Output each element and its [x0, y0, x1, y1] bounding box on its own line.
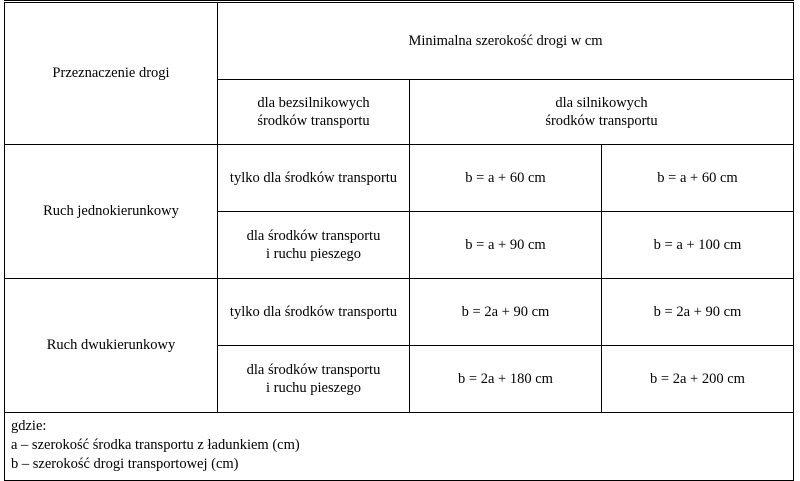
- table-row: [5, 145, 794, 212]
- notes-line-3: b – szerokość drogi transportowej (cm): [11, 456, 239, 473]
- header-non-motor-line1: dla bezsilnikowych: [257, 94, 370, 111]
- top-border-rule: [4, 0, 794, 1]
- row-kind-line1: tylko dla środków transportu: [229, 169, 398, 186]
- row-value-motor: b = a + 100 cm: [602, 212, 794, 279]
- header-min-width: Minimalna szerokość drogi w cm: [218, 3, 794, 80]
- row-kind-line2: i ruchu pieszego: [265, 246, 362, 262]
- row-value-non-motor: b = a + 90 cm: [410, 212, 602, 279]
- table-header-row-1: [5, 3, 794, 80]
- road-width-table: [4, 2, 794, 413]
- row-purpose-oneway: Ruch jednokierunkowy: [5, 145, 218, 279]
- table-notes: [4, 413, 794, 481]
- row-value-motor: b = a + 60 cm: [602, 145, 794, 212]
- row-kind-line1: tylko dla środków transportu: [229, 303, 398, 320]
- notes-line-1: gdzie:: [11, 418, 47, 434]
- header-non-motor-line2: środków transportu: [257, 113, 370, 129]
- row-value-non-motor: b = 2a + 180 cm: [410, 346, 602, 413]
- header-purpose: Przeznaczenie drogi: [5, 3, 218, 145]
- row-value-motor: b = 2a + 90 cm: [602, 279, 794, 346]
- row-kind-line1: dla środków transportu: [246, 361, 381, 378]
- header-motor-line2: środków transportu: [545, 113, 658, 129]
- row-value-non-motor: b = 2a + 90 cm: [410, 279, 602, 346]
- header-non-motor: [218, 80, 410, 145]
- row-purpose-twoway: Ruch dwukierunkowy: [5, 279, 218, 413]
- row-kind: [218, 212, 410, 279]
- row-kind: [218, 145, 410, 212]
- header-motor-line1: dla silnikowych: [555, 94, 648, 111]
- row-kind: [218, 279, 410, 346]
- table-row: [5, 279, 794, 346]
- row-kind-line1: dla środków transportu: [246, 227, 381, 244]
- row-value-motor: b = 2a + 200 cm: [602, 346, 794, 413]
- row-kind-line2: i ruchu pieszego: [265, 380, 362, 396]
- header-motor: [410, 80, 794, 145]
- row-value-non-motor: b = a + 60 cm: [410, 145, 602, 212]
- row-kind: [218, 346, 410, 413]
- notes-line-2: a – szerokość środka transportu z ładunkiem (cm): [11, 437, 300, 454]
